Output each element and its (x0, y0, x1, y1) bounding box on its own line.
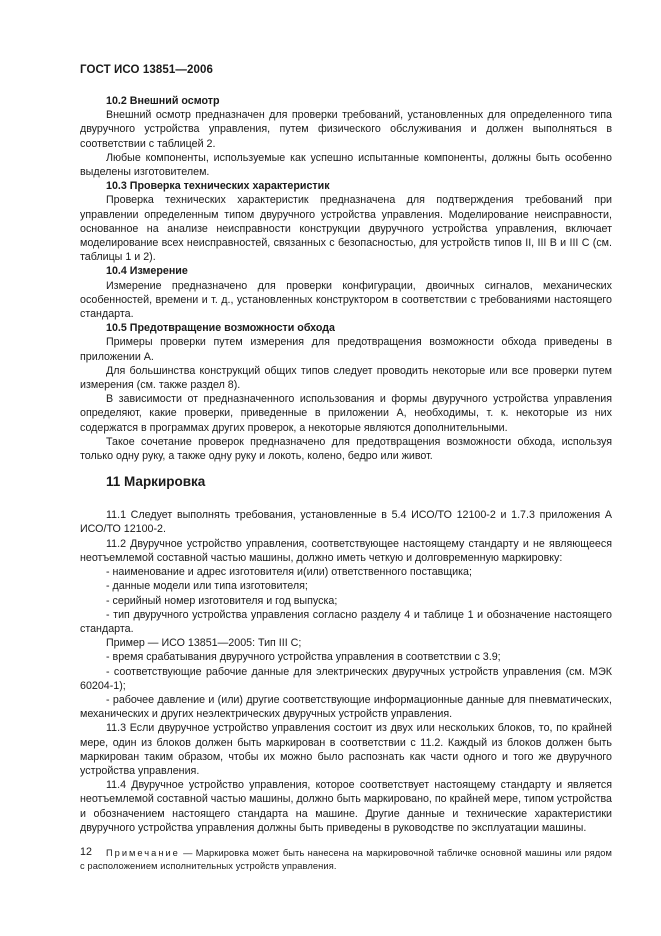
paragraph: Измерение предназначено для проверки конфигурации, двоичных сигналов, механических особенностей, времени и т. д., установленных конструктором в соответствии с требованиями настоящего стандарта. (80, 279, 612, 321)
page-number: 12 (80, 846, 92, 858)
example-paragraph: Пример — ИСО 13851—2005: Тип III С; (106, 637, 302, 650)
section-heading: 10.3 Проверка технических характеристик (106, 180, 330, 193)
list-item: - наименование и адрес изготовителя и(или) ответственного поставщика; (106, 566, 472, 579)
list-item: - рабочее давление и (или) другие соответствующие информационные данные для пневматических, механических и других неэлектрических двуручных устройств управления. (80, 693, 612, 721)
section-heading: 10.5 Предотвращение возможности обхода (106, 322, 335, 335)
paragraph: Для большинства конструкций общих типов следует проводить некоторые или все проверки путем измерения (см. также раздел 8). (80, 364, 612, 392)
note-paragraph (80, 847, 612, 873)
list-item: - серийный номер изготовителя и год выпуска; (106, 594, 338, 607)
paragraph: 11.2 Двуручное устройство управления, соответствующее настоящему стандарту и не являющееся неотъемлемой составной частью машины, должно иметь четкую и долговременную маркировку: (80, 537, 612, 564)
paragraph: 11.3 Если двуручное устройство управления состоит из двух или нескольких блоков, то, по крайней мере, один из блоков должен быть маркирован в соответствии с 11.2. Каждый из блоков должен быть маркирован таким образом, чтобы их можно было распознать как части одного и того же двуручного устройства управления. (80, 722, 612, 777)
paragraph: Внешний осмотр предназначен для проверки требований, установленных для определенного типа двуручного устройства управления, путем физического обслуживания и должен выполняться в соответствии с таблицей 2. (80, 109, 612, 150)
paragraph: 11.4 Двуручное устройство управления, которое соответствует настоящему стандарту и является неотъемлемой составной частью машины, должно быть маркировано, по крайней мере, типом устройства и обозначением настоящего стандарта на машине. Другие данные и технические характеристики двуручного устройства управления должны быть приведены в руководстве по эксплуатации машины. (80, 779, 612, 834)
list-item: - данные модели или типа изготовителя; (106, 580, 308, 593)
document-body (80, 94, 612, 873)
section-heading: 10.4 Измерение (106, 265, 188, 278)
section-heading: 10.2 Внешний осмотр (106, 95, 220, 107)
paragraph: 11.1 Следует выполнять требования, установленные в 5.4 ИСО/ТО 12100-2 и 1.7.3 приложения А ИСО/ТО 12100-2. (80, 509, 612, 536)
list-item: - соответствующие рабочие данные для электрических двуручных устройств управления (см. МЭК 60204-1); (80, 665, 612, 692)
note-label: Примечание (106, 847, 180, 858)
list-item: - тип двуручного устройства управления согласно разделу 4 и таблице 1 и обозначение настоящего стандарта. (80, 608, 612, 635)
paragraph: Такое сочетание проверок предназначено для предотвращения возможности обхода, используя только одну руку, а также одну руку и локоть, колено, бедро или живот. (80, 435, 612, 463)
paragraph: Примеры проверки путем измерения для предотвращения возможности обхода приведены в приложении А. (80, 336, 612, 363)
paragraph: Любые компоненты, используемые как успешно испытанные компоненты, должны быть особенно выделены изготовителем. (80, 151, 612, 179)
chapter-heading: 11 Маркировка (106, 474, 206, 490)
paragraph: В зависимости от предназначенного использования и формы двуручного устройства управления определяют, какие проверки, приведенные в приложении А, необходимы, т. к. некоторые из них содержатся в программах других проверок, а некоторые являются дополнительными. (80, 393, 612, 434)
paragraph: Проверка технических характеристик предназначена для подтверждения требований при управлении определенным типом двуручного устройства управления. Моделирование неисправности, основанное на анализе неисправности конструкции двуручного устройства управления, включает моделирование всех неисправностей, связанных с безопасностью, для устройств типов II, III В и III С (см. таблицы 1 и 2). (80, 194, 612, 264)
note-text: — Маркировка может быть нанесена на маркировочной табличке основной машины или рядом с расположением исполнительных устройств управления. (80, 847, 612, 871)
list-item: - время срабатывания двуручного устройства управления в соответствии с 3.9; (106, 651, 501, 664)
document-header: ГОСТ ИСО 13851—2006 (80, 64, 213, 76)
